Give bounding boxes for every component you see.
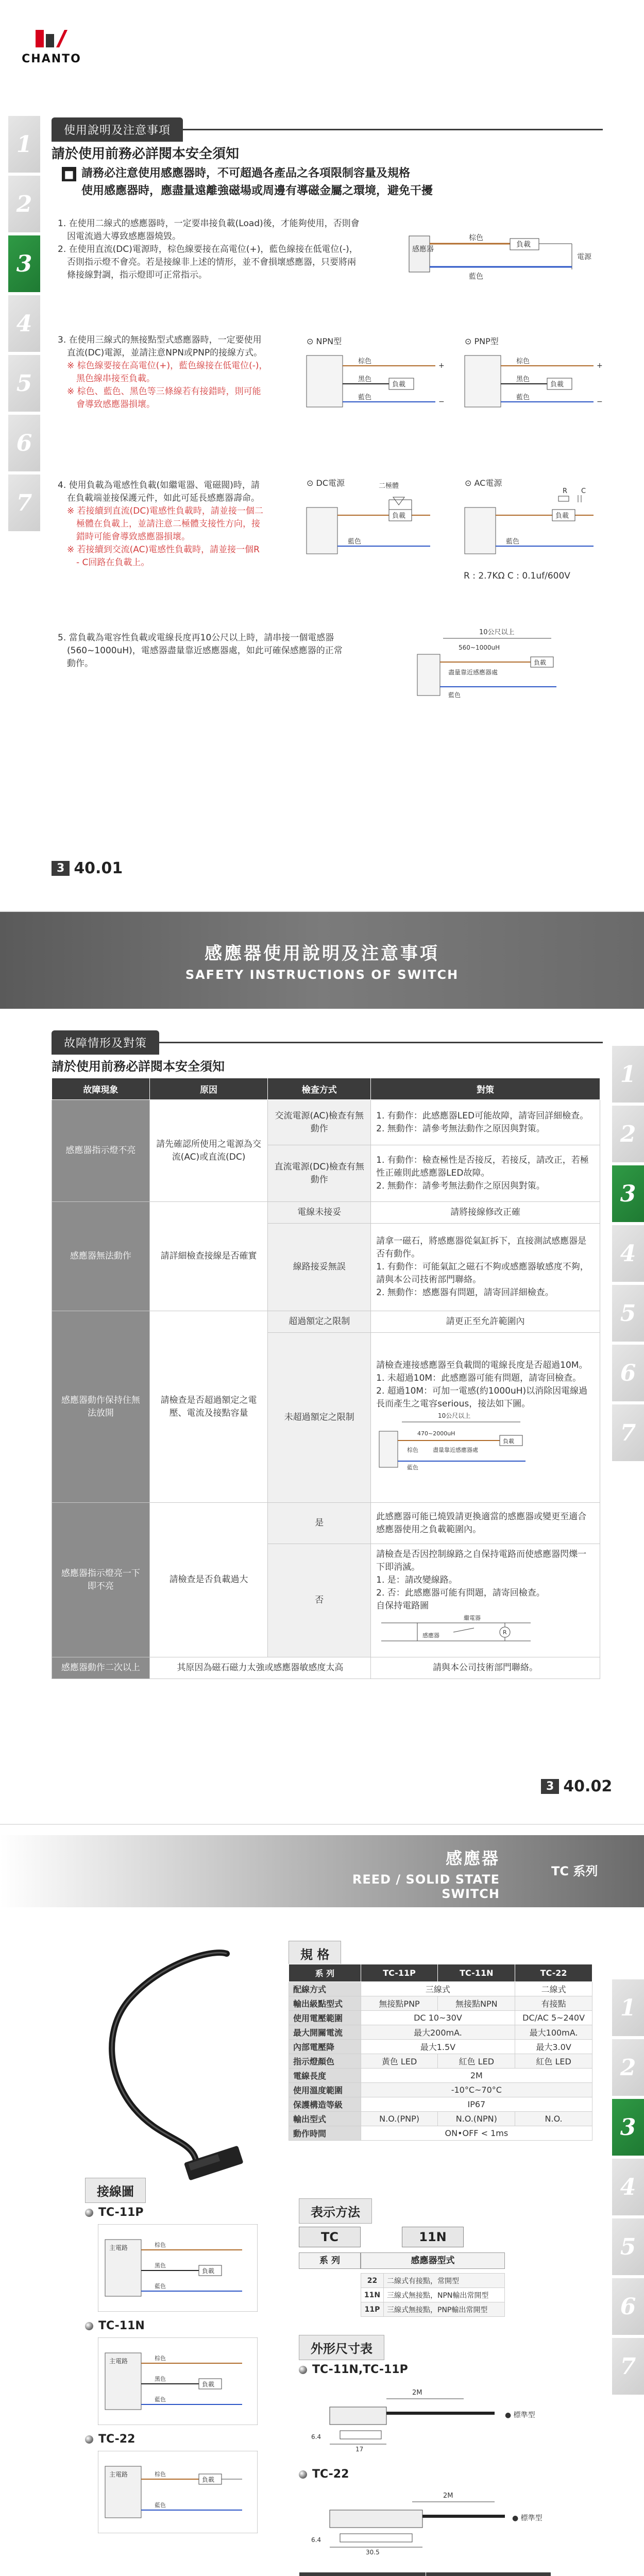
svg-text:藍色: 藍色 bbox=[155, 2283, 166, 2290]
svg-text:藍色: 藍色 bbox=[448, 691, 461, 699]
svg-text:−: − bbox=[597, 398, 603, 406]
svg-text:棕色: 棕色 bbox=[155, 2242, 166, 2248]
series-tag: TC 系列 bbox=[551, 1864, 598, 1878]
table-row: 感應器動作保持住無法放開 請檢查是否超過額定之電壓、電流及接點容量 超過額定之限制 請更正至允許範圍內 bbox=[52, 1311, 600, 1333]
dim-tc22-label: TC-22 bbox=[299, 2468, 349, 2481]
tab-4[interactable]: 4 bbox=[8, 295, 40, 352]
svg-text:主電路: 主電路 bbox=[109, 2471, 128, 2478]
diagram-npn bbox=[301, 335, 456, 417]
page-heading: 請於使用前務必詳閱本安全須知 bbox=[52, 1059, 225, 1074]
svg-text:繼電器: 繼電器 bbox=[464, 1615, 481, 1621]
svg-text:⊙ NPN型: ⊙ NPN型 bbox=[307, 336, 342, 346]
banner-title-cn: 感應器使用說明及注意事項 bbox=[205, 943, 439, 964]
svg-text:棕色: 棕色 bbox=[358, 358, 372, 365]
dim-tc11-label: TC-11N,TC-11P bbox=[299, 2363, 408, 2376]
wiring-diagram-tc22 bbox=[98, 2451, 258, 2533]
troubleshooting-table bbox=[52, 1078, 600, 1679]
svg-text:藍色: 藍色 bbox=[407, 1464, 419, 1471]
instruction-4: 4. 使用負載為電感性負載(如繼電器、電磁閥)時，請 在負載端並接保護元件，如此可延長感應器壽命。 ※ 若接續到直流(DC)電感性負載時，請並接一個二 極體在負載上，並請注意二極體支接性方向，接 錯時可能會導致感應器損壞。 ※ 若接續到交流(AC)電感性負載時，請並接一個R - C回路在負載上。 bbox=[58, 480, 263, 568]
table-row: 最大開關電流 最大200mA. 最大100mA. bbox=[289, 2025, 592, 2040]
svg-text:負載: 負載 bbox=[534, 659, 547, 666]
table-row: 使用溫度範圍 -10°C~70°C bbox=[289, 2083, 592, 2097]
svg-text:藍色: 藍色 bbox=[348, 538, 362, 546]
table-row: 直流電源(DC)檢查有無動作 1. 有動作：檢查極性是否接反，若接反，請改正，若極性正確則此感應器LED故障。 2. 無動作：請參考無法動作之原因與對策。 bbox=[52, 1145, 600, 1202]
svg-text:負載: 負載 bbox=[392, 381, 406, 388]
tab-2[interactable]: 2 bbox=[612, 2039, 644, 2096]
instruction-1-2: 1. 在使用二線式的感應器時，一定要串接負載(Load)後，才能夠使用，否則會 因電流過大導致感應器燒毀。 2. 在使用直流(DC)電源時，棕色線要接在高電位(+)，藍色線接在低電位(-)， 否則指示燈不會亮。若是接線非上述的情形，並不會損壞感應器，只要將兩 條接線對調，指示燈即可正常指示。 bbox=[58, 218, 360, 280]
svg-text:二極體: 二極體 bbox=[379, 482, 399, 490]
spec-section-title: 規 格 bbox=[289, 1941, 341, 1966]
tab-5[interactable]: 5 bbox=[612, 2218, 644, 2275]
tab-5[interactable]: 5 bbox=[8, 355, 40, 412]
wiring-diagram-tc11n bbox=[98, 2337, 258, 2425]
svg-text:藍色: 藍色 bbox=[516, 394, 530, 401]
dimension-section-title: 外形尺寸表 bbox=[299, 2335, 384, 2360]
svg-text:⊙ AC電源: ⊙ AC電源 bbox=[465, 478, 502, 488]
svg-text:藍色: 藍色 bbox=[506, 538, 520, 546]
brand-name: CHANTO bbox=[22, 53, 81, 65]
col-header-cause: 原因 bbox=[149, 1078, 268, 1100]
wiring-tc11p-label: TC-11P bbox=[85, 2206, 144, 2219]
table-row: 電線長度 2M bbox=[289, 2069, 592, 2083]
svg-text:負載: 負載 bbox=[202, 2381, 215, 2388]
warning-line-2: 使用感應器時，應盡量遠離強磁場或周邊有導磁金屬之環境，避免干擾 bbox=[81, 184, 433, 197]
tab-2[interactable]: 2 bbox=[612, 1106, 644, 1162]
method-header-type: 感應器型式 bbox=[361, 2252, 505, 2269]
diagram-self-hold bbox=[376, 1613, 541, 1649]
page-number: 3 40.01 bbox=[52, 859, 123, 877]
tab-4[interactable]: 4 bbox=[612, 2159, 644, 2215]
table-row: 輸出級點型式 無接點PNP 無接點NPN 有接點 bbox=[289, 1996, 592, 2011]
tab-6[interactable]: 6 bbox=[8, 415, 40, 471]
svg-text:470~2000uH: 470~2000uH bbox=[417, 1430, 455, 1437]
svg-text:2M: 2M bbox=[412, 2389, 422, 2397]
diagram-pnp bbox=[460, 335, 614, 417]
method-table bbox=[361, 2273, 505, 2317]
tab-2[interactable]: 2 bbox=[8, 176, 40, 232]
page-heading: 請於使用前務必詳閱本安全須知 bbox=[52, 146, 240, 162]
col-header-check: 檢查方式 bbox=[268, 1078, 371, 1100]
tab-1[interactable]: 1 bbox=[612, 1979, 644, 2036]
table-row: 內部電壓降 最大1.5V 最大3.0V bbox=[289, 2040, 592, 2054]
diagram-two-wire bbox=[407, 215, 613, 287]
svg-text:17: 17 bbox=[355, 2446, 364, 2453]
tab-3[interactable]: 3 bbox=[612, 2099, 644, 2156]
svg-text:負載: 負載 bbox=[202, 2476, 215, 2483]
svg-text:負載: 負載 bbox=[503, 1437, 515, 1445]
svg-text:560~1000uH: 560~1000uH bbox=[459, 644, 500, 651]
page-40-01 bbox=[0, 0, 644, 912]
svg-text:棕色: 棕色 bbox=[407, 1446, 419, 1453]
product-image bbox=[57, 1943, 273, 2211]
svg-text:藍色: 藍色 bbox=[469, 273, 483, 281]
svg-text:感應器: 感應器 bbox=[422, 1632, 440, 1639]
svg-text:負載: 負載 bbox=[202, 2267, 215, 2275]
tab-1[interactable]: 1 bbox=[8, 116, 40, 173]
dimension-drawing-tc22 bbox=[309, 2484, 556, 2562]
table-row: 未超過額定之限制 請檢查連接感應器至負載間的電線長度是否超過10M。 1. 未超過10M：此感應器可能有問題，請寄回檢查。 2. 超過10M：可加一電感(約1000uH)以消除因電線過長而產生之電容serious，接法如下圖。 10公尺以上 470~2000uH 負載 棕色 盡量靠近感應器處 藍色 bbox=[52, 1333, 600, 1503]
svg-text:2M: 2M bbox=[443, 2492, 453, 2500]
col-header-fix: 對策 bbox=[371, 1078, 600, 1100]
warning-line-1: 請務必注意使用感應器時，不可超過各產品之各項限制容量及規格 bbox=[81, 167, 411, 180]
table-row: 指示燈顏色 黃色 LED 紅色 LED 紅色 LED bbox=[289, 2054, 592, 2069]
table-row: 11P 三線式無接點，PNP輸出常開型 bbox=[361, 2302, 505, 2317]
instruction-5: 5. 當負載為電容性負載或電線長度再10公尺以上時，請串接一個電感器 (560~1000uH)，電感器盡量靠近感應器處，如此可確保感應器的正常 動作。 bbox=[58, 633, 343, 669]
applicable-series-table bbox=[299, 2572, 551, 2576]
tab-6[interactable]: 6 bbox=[612, 1345, 644, 1401]
table-row: 配線方式 三線式 二線式 bbox=[289, 1982, 592, 1996]
svg-text:+: + bbox=[597, 362, 603, 370]
svg-text:黑色: 黑色 bbox=[358, 376, 372, 383]
svg-text:黑色: 黑色 bbox=[155, 2262, 166, 2269]
svg-text:棕色: 棕色 bbox=[155, 2471, 166, 2478]
method-section-title: 表示方法 bbox=[299, 2198, 372, 2224]
svg-text:R: R bbox=[503, 1629, 507, 1636]
section-title: 使用說明及注意事項 bbox=[52, 117, 603, 142]
table-row: 輸出型式 N.O.(PNP) N.O.(NPN) N.O. bbox=[289, 2112, 592, 2126]
svg-text:藍色: 藍色 bbox=[155, 2396, 166, 2403]
spec-table: 系 列 TC-11P TC-11N TC-22 配線方式 三線式 二線式 輸出級點型式 無接點PNP 無接點NPN 有接點 使用電壓範圍 DC 10~30V DC/AC 5~240V 最大開關電流 最大200mA. 最大100mA. 內部電壓降 最大1.5V 最大3.0V 指示燈顏色 黃色 LED 紅色 LED 紅色 LED 電線長度 2M 使用溫度範圍 -10°C~70°C 保護構造等級 IP67 輸出型式 N.O.(PNP) N.O.(NPN) N.O. 動作時間 ON•OFF < 1ms bbox=[289, 1964, 592, 2141]
tab-7[interactable]: 7 bbox=[612, 1404, 644, 1461]
table-row: 感應器指示燈亮一下即不亮 請檢查是否負載過大 是 此感應器可能已燒毀請更換適當的感應器或變更至適合感應器使用之負載範圍內。 bbox=[52, 1503, 600, 1544]
banner-title-en: SAFETY INSTRUCTIONS OF SWITCH bbox=[185, 967, 459, 982]
svg-text:藍色: 藍色 bbox=[155, 2502, 166, 2509]
table-row: 22 二線式有接點，常開型 bbox=[361, 2274, 505, 2288]
svg-text:6.4: 6.4 bbox=[311, 2536, 321, 2544]
page-title: 感應器 REED / SOLID STATE SWITCH bbox=[352, 1849, 500, 1901]
svg-text:負載: 負載 bbox=[555, 512, 569, 520]
table-row: 否 請檢查是否因控制線路之自保持電路而使感應器閃爍一下即消滅。 1. 是：請改變線路。 2. 否：此感應器可能有問題，請寄回檢查。 自保持電路圖 繼電器 R 感應器 bbox=[52, 1544, 600, 1657]
section-title: 故障情形及對策 bbox=[52, 1030, 603, 1055]
side-tabs-right bbox=[612, 1979, 644, 2398]
page-banner bbox=[0, 912, 644, 1009]
svg-text:⊙ DC電源: ⊙ DC電源 bbox=[307, 478, 345, 488]
code-box-series: TC bbox=[299, 2227, 361, 2247]
diagram-ac-inductive bbox=[460, 477, 614, 569]
tab-4[interactable]: 4 bbox=[612, 1225, 644, 1282]
rc-values: R : 2.7KΩ C : 0.1uf/600V bbox=[464, 571, 570, 581]
table-row: 使用電壓範圍 DC 10~30V DC/AC 5~240V bbox=[289, 2011, 592, 2025]
table-row: 感應器動作二次以上 其原因為磁石磁力太強或感應器敏感度太高 請與本公司技術部門聯絡。 bbox=[52, 1657, 600, 1679]
svg-text:盡量靠近感應器處: 盡量靠近感應器處 bbox=[433, 1446, 479, 1453]
table-row: 動作時間 ON•OFF < 1ms bbox=[289, 2126, 592, 2141]
logo-mark-icon bbox=[33, 27, 70, 50]
diagram-long-wire bbox=[412, 626, 577, 703]
tab-3[interactable]: 3 bbox=[8, 235, 40, 292]
table-row: 11N 三線式無接點，NPN輸出常開型 bbox=[361, 2288, 505, 2302]
tab-3[interactable]: 3 bbox=[612, 1165, 644, 1222]
svg-text:棕色: 棕色 bbox=[469, 234, 483, 242]
diagram-dc-inductive bbox=[301, 477, 456, 569]
svg-text:黑色: 黑色 bbox=[516, 376, 530, 383]
page-40-02 bbox=[0, 912, 644, 1825]
svg-text:棕色: 棕色 bbox=[516, 358, 530, 365]
svg-text:負載: 負載 bbox=[516, 241, 531, 249]
svg-text:−: − bbox=[438, 398, 445, 406]
wiring-tc22-label: TC-22 bbox=[85, 2433, 135, 2446]
diagram-inductor-fix bbox=[376, 1411, 546, 1472]
wiring-section-title: 接線圖 bbox=[85, 2178, 146, 2203]
col-header-symptom: 故障現象 bbox=[52, 1078, 150, 1100]
svg-text:+: + bbox=[438, 362, 445, 370]
warning-icon: ■ bbox=[62, 167, 76, 181]
wiring-tc11n-label: TC-11N bbox=[85, 2319, 145, 2332]
page-number: 3 40.02 bbox=[541, 1777, 612, 1795]
tab-1[interactable]: 1 bbox=[612, 1046, 644, 1103]
svg-text:10公尺以上: 10公尺以上 bbox=[438, 1412, 471, 1419]
svg-text:藍色: 藍色 bbox=[358, 394, 372, 401]
svg-text:R: R bbox=[563, 487, 568, 495]
svg-text:黑色: 黑色 bbox=[155, 2376, 166, 2382]
svg-text:盡量靠近感應器處: 盡量靠近感應器處 bbox=[448, 669, 498, 676]
svg-text:負載: 負載 bbox=[392, 512, 406, 520]
tab-7[interactable]: 7 bbox=[8, 474, 40, 531]
dimension-drawing-tc11 bbox=[309, 2381, 556, 2459]
side-tabs-right bbox=[612, 1046, 644, 1464]
svg-text:⊙ PNP型: ⊙ PNP型 bbox=[465, 336, 499, 346]
svg-text:C: C bbox=[581, 487, 586, 495]
tab-7[interactable]: 7 bbox=[612, 2338, 644, 2395]
instruction-3: 3. 在使用三線式的無接點型式感應器時，一定要使用 直流(DC)電源，並請注意NPN或PNP的接線方式。 ※ 棕色線要接在高電位(+)，藍色線接在低電位(-)， 黑色線串接至負載。 ※ 棕色、藍色、黑色等三條線若有接錯時，則可能 會導致感應器損壞。 bbox=[58, 335, 268, 410]
svg-text:負載: 負載 bbox=[550, 381, 564, 388]
tab-5[interactable]: 5 bbox=[612, 1285, 644, 1342]
svg-text:● 標準型: ● 標準型 bbox=[512, 2514, 543, 2522]
svg-text:6.4: 6.4 bbox=[311, 2433, 321, 2441]
sensor-label: 感應器 bbox=[412, 245, 434, 253]
svg-text:主電路: 主電路 bbox=[109, 2244, 128, 2251]
tab-6[interactable]: 6 bbox=[612, 2278, 644, 2335]
table-row: 線路接妥無誤 請拿一磁石，將感應器從氣缸拆下，直接測試感應器是否有動作。 1. 有動作：可能氣缸之磁石不夠或感應器敏感度不夠，請與本公司技術部門聯絡。 2. 無動作：感應器有問題，請寄回詳細檢查。 bbox=[52, 1224, 600, 1311]
svg-text:30.5: 30.5 bbox=[366, 2549, 380, 2556]
svg-text:10公尺以上: 10公尺以上 bbox=[479, 629, 515, 636]
svg-text:電源: 電源 bbox=[577, 253, 591, 261]
code-box-model: 11N bbox=[402, 2227, 464, 2247]
svg-text:● 標準型: ● 標準型 bbox=[505, 2411, 535, 2419]
wiring-diagram-tc11p bbox=[98, 2224, 258, 2312]
side-tabs bbox=[8, 116, 40, 534]
table-row: 感應器無法動作 請詳細檢查接線是否確實 電線未接妥 請將接線修改正確 bbox=[52, 1202, 600, 1224]
svg-text:主電路: 主電路 bbox=[109, 2358, 128, 2365]
table-row: 感應器指示燈不亮 請先確認所使用之電源為交流(AC)或直流(DC) 交流電源(AC)檢查有無動作 1. 有動作：此感應器LED可能故障，請寄回詳細檢查。 2. 無動作：請參考無法動作之原因與對策。 bbox=[52, 1100, 600, 1145]
table-row: 保護構造等級 IP67 bbox=[289, 2097, 592, 2112]
warning-block bbox=[62, 165, 618, 200]
page-42-01 bbox=[0, 1825, 644, 2576]
method-header-series: 系 列 bbox=[299, 2252, 361, 2269]
brand-logo bbox=[21, 27, 82, 65]
svg-text:棕色: 棕色 bbox=[155, 2355, 166, 2362]
